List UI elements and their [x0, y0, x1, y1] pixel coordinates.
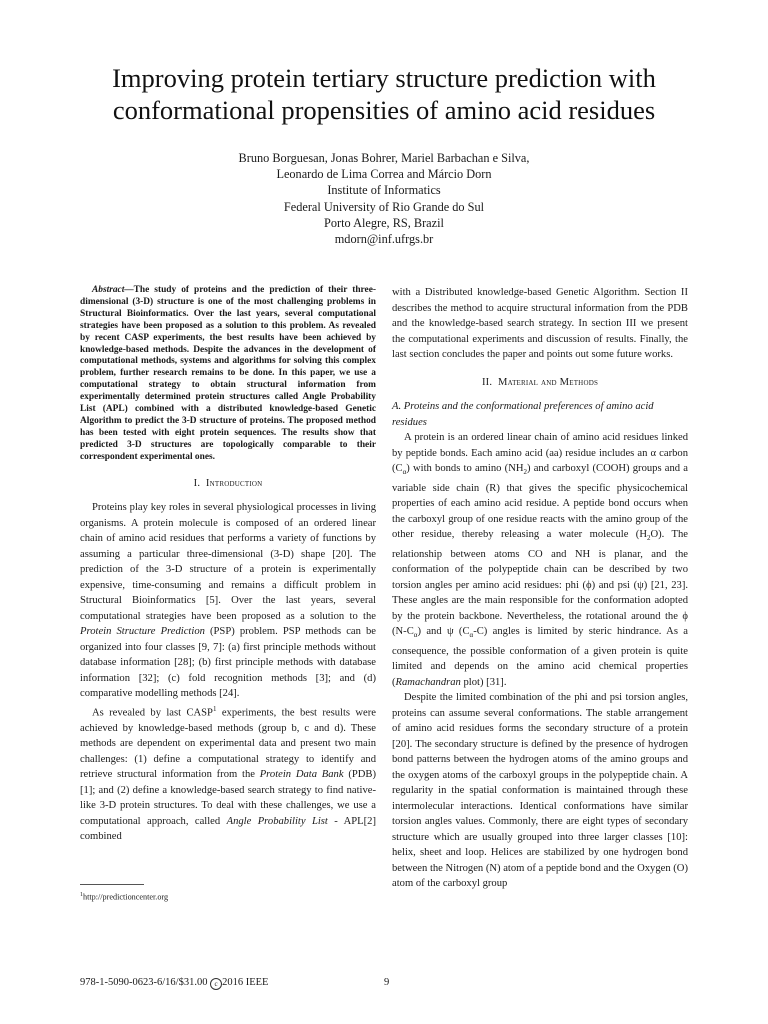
abstract-lead: Abstract: [92, 285, 125, 295]
footnote-ref[interactable]: 1: [212, 704, 217, 713]
author-email[interactable]: mdorn@inf.ufrgs.br: [334, 232, 434, 247]
author-university: Federal University of Rio Grande do Sul: [283, 199, 485, 214]
paper-title: [40, 62, 728, 126]
methods-paragraph-1: A protein is an ordered linear chain of amino acid residues linked by peptide bonds. Each amino acid (aa) residue includes an α carbon $(C_\alpha)$ with bonds to amino $(NH_2)$ and carboxyl (COOH) groups and a variable side chain (R) that gives the specific physicochemical properties of each amino acid residue. A peptide bond occurs when the carboxyl group of one residue reacts with the amino group of the other residue, thereby releasing a water molecule $(H_2O)$. The relationship between atoms CO and NH is planar, and the conformation of the polypeptide chain can be described by two torsion angles per amino acid residues: phi (ϕ) and psi (ψ) [21, 23]. These angles are the main responsible for the conformation adopted by the protein backbone. Nevertheless, the rotational around the ϕ $(N-C_\alpha)$ and ψ $(C_\alpha-C)$ angles is limited by steric hindrance. As a consequence, the possible conformation of a given protein is quite limited and depends on the amino acid chemical properties (Ramachandran plot) [31].: [392, 432, 689, 688]
copyright-icon: c: [210, 978, 222, 990]
page-number: 9: [384, 977, 390, 988]
intro-paragraph-2: As revealed by last CASP$^1$ experiments, the best results were achieved by knowledge-based methods (group b, c and d). These methods are dependent on experimental data and present two main challenges: (1) define a computational strategy to identify and retrieve structural information from the Protein Data Bank (PDB) [1]; and (2) define a knowledge-based search strategy to find native-like 3-D protein structures. To deal with these challenges, we use a computational approach, called Angle Probability List - APL[2] combined: [80, 704, 377, 843]
title-line-1: Improving protein tertiary structure prediction with: [112, 63, 656, 93]
section-title-methods: Material and Methods: [497, 376, 599, 388]
subsection-heading: A. Proteins and the conformational preferences of amino acid residues: [392, 401, 654, 428]
abstract-text: —The study of proteins and the prediction of their three-dimensional (3-D) structure is one of the most challenging problems in Structural Bioinformatics. Over the last years, several computational strategies have been proposed as a solution to this problem. As revealed by recent CASP experiments, the best results have been achieved by knowledge-based methods. Despite the advances in the development of computational methods, systems and algorithms for solving this complex problem, further research remains to be done. In this paper, we use a computational strategy to obtain structural information from experimentally determined protein structures called Angle Probability List (APL) combined with a distributed knowledge-based Genetic Algorithm to predict the 3-D structure of proteins. The proposed method has been tested with eight protein sequences. The results show that predicted 3-D structures are topologically comparable to their correspondent experimental ones.: [80, 285, 376, 462]
footnote-rule: [80, 884, 144, 885]
section-heading-methods: II. Material and Methods: [481, 376, 599, 388]
right-column: [392, 285, 688, 892]
footer-isbn: 978-1-5090-0623-6/16/$31.00 c 2016 IEEE: [80, 977, 269, 988]
footnote: $^1$http://predictioncenter.org: [80, 892, 169, 902]
section-title-introduction: Introduction: [205, 477, 263, 489]
methods-paragraph-2: Despite the limited combination of the phi and psi torsion angles, proteins can assume several conformations. The stable arrangement of amino acid residues forms the secondary structure of a protein [20]. The secondary structure is defined by the presence of hydrogen bond patterns between the hydrogen atoms of the amino groups and the oxygen atoms of the carboxyl groups in the polypeptide chain. A regularity in the spatial conformation is maintained through these intermolecular interactions. Identical conformations have similar torsion angles values. Commonly, there are eight types of secondary structure which are usually grouped into three larger classes [10]: helix, sheet and loop. Helices are stabilized by one hydrogen bond between the Nitrogen (N) atom of a peptide bond and the Oxygen (O) atom of the carboxyl group: [392, 692, 688, 890]
intro-paragraph-1: Proteins play key roles in several physiological processes in living organisms. A protein molecule is composed of an ordered linear chain of amino acid residues that performs a variety of functions by assuming a particular three-dimensional (3-D) shape [20]. The prediction of the 3-D structure of a protein is experimentally expensive, time-consuming and remains a difficult problem in Structural Bioinformatics [5]. Over the last years, several computational strategies have been proposed as a solution to the Protein Structure Prediction (PSP) problem. PSP methods can be organized into four classes [9, 7]: (a) first principle methods without database information [28]; (b) first principle methods with database information [32]; (c) fold recognition methods [3]; and (d) comparative modelling methods [24].: [80, 502, 376, 700]
intro-continuation: with a Distributed knowledge-based Genetic Algorithm. Section II describes the method to acquire structural information from the PDB and the knowledge-based search strategy. In section III we present the computational experiments and discussion of results. Finally, the last section concludes the paper and points out some future works.: [392, 287, 688, 360]
abstract: [80, 285, 376, 464]
author-block: [140, 150, 628, 247]
section-heading-introduction: I. Introduction: [193, 477, 263, 489]
author-institute: Institute of Informatics: [327, 183, 441, 198]
author-names-line-2: Leonardo de Lima Correa and Márcio Dorn: [276, 167, 492, 182]
title-line-2: conformational propensities of amino acid residues: [112, 95, 656, 125]
author-location: Porto Alegre, RS, Brazil: [324, 215, 444, 230]
left-column: [80, 285, 376, 845]
footnote-url[interactable]: http://predictioncenter.org: [83, 892, 169, 902]
author-names-line-1: Bruno Borguesan, Jonas Bohrer, Mariel Barbachan e Silva,: [238, 151, 530, 165]
